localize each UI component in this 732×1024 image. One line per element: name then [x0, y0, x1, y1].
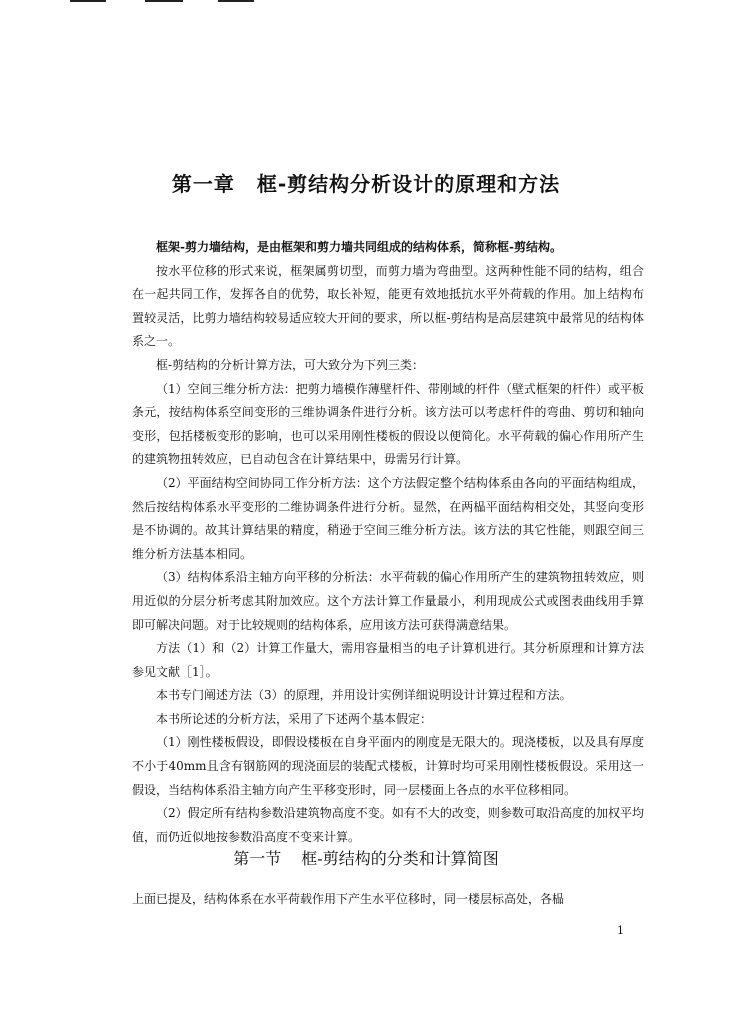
paragraph-method-2: （2）平面结构空间协同工作分析方法：这个方法假定整个结构体系由各向的平面结构组成，然后按结构体系水平变形的二维协调条件进行分析。显然，在两榀平面结构相交处，其竖向变形是不协调的。故其计算结果的精度，稍逊于空间三维分析方法。该方法的其它性能，则跟空间三维分析方法基本相同。 — [132, 475, 644, 561]
chapter-number: 第一章 — [171, 172, 235, 196]
section-name: 框-剪结构的分类和计算简图 — [301, 849, 499, 868]
paragraph-methods-intro: 框-剪结构的分析计算方法，可大致分为下列三类： — [156, 357, 425, 372]
chapter-name: 框-剪结构分析设计的原理和方法 — [256, 172, 561, 196]
section-first-line: 上面已提及，结构体系在水平荷载作用下产生水平位移时，同一楼层标高处，各榀 — [132, 892, 565, 906]
paragraph-method-3: （3）结构体系沿主轴方向平移的分析法：水平荷载的偏心作用所产生的建筑物扭转效应，则用近似的分层分析考虑其附加效应。这个方法计算工作量最小，利用现成公式或图表曲线用手算即可解决问题。对于比较规则的结构体系，应用该方法可获得满意结果。 — [132, 570, 644, 632]
page-number: 1 — [617, 924, 624, 937]
paragraph-method-1: （1）空间三维分析方法：把剪力墙模作薄壁杆件、带刚域的杆件（壁式框架的杆件）或平板条元，按结构体系空间变形的三维协调条件进行分析。该方法可以考虑杆件的弯曲、剪切和轴向变形，包括楼板变形的影响，也可以采用刚性楼板的假设以便简化。水平荷载的偏心作用所产生的建筑物扭转效应，已自动包含在计算结果中，毋需另行计算。 — [132, 381, 644, 467]
top-rule-2 — [145, 0, 183, 2]
paragraph-assumption-1: （1）刚性楼板假设，即假设楼板在自身平面内的刚度是无限大的。现浇楼板，以及具有厚度不小于40mm且含有钢筋网的现浇面层的装配式楼板，计算时均可采用刚性楼板假设。采用这一假设，当结构体系沿主轴方向产生平移变形时，同一层楼面上各点的水平位移相同。 — [132, 735, 644, 797]
paragraph-book-scope: 本书专门阐述方法（3）的原理，并用设计实例详细说明设计计算过程和方法。 — [156, 688, 572, 703]
paragraph-deformation: 按水平位移的形式来说，框架属剪切型，而剪力墙为弯曲型。这两种性能不同的结构，组合在一起共同工作，发挥各自的优势，取长补短，能更有效地抵抗水平外荷载的作用。加上结构布置较灵活，比剪力墙结构较易适应较大开间的要求，所以框-剪结构是高层建筑中最常见的结构体系之一。 — [132, 263, 644, 349]
chapter-body — [132, 236, 644, 849]
paragraph-method-comparison: 方法（1）和（2）计算工作量大，需用容量相当的电子计算机进行。其分析原理和计算方法参见文献［1］。 — [132, 641, 644, 679]
paragraph-definition: 框架-剪力墙结构，是由框架和剪力墙共同组成的结构体系，简称框-剪结构。 — [156, 240, 562, 254]
section-title — [0, 846, 732, 869]
chapter-title — [0, 168, 732, 197]
paragraph-assumptions-intro: 本书所论述的分析方法，采用了下述两个基本假定： — [156, 711, 433, 726]
top-rule-1 — [70, 0, 106, 2]
top-rule-3 — [218, 0, 254, 2]
section-number: 第一节 — [233, 849, 282, 868]
paragraph-assumption-2: （2）假定所有结构参数沿建筑物高度不变。如有不大的改变，则参数可取沿高度的加权平均值，而仍近似地按参数沿高度不变来计算。 — [132, 806, 644, 844]
